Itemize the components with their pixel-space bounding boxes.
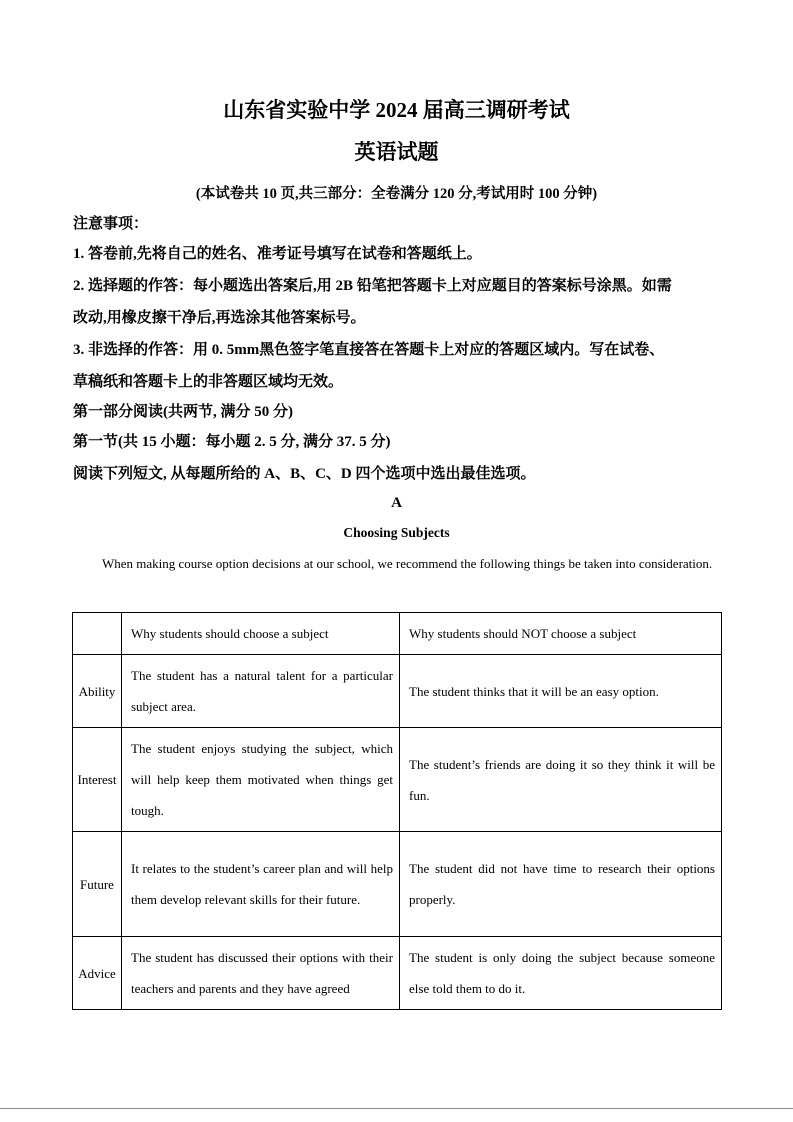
note-item-3-continued: 草稿纸和答题卡上的非答题区域均无效。 <box>73 374 344 390</box>
row-label-future: Future <box>73 832 122 937</box>
reason-choose-ability: The student has a natural talent for a particular subject area. <box>122 655 400 728</box>
table-row <box>73 655 722 728</box>
note-item-2: 2. 选择题的作答：每小题选出答案后,用 2B 铅笔把答题卡上对应题目的答案标号涂黑。如需 <box>73 278 672 294</box>
reading-instruction: 阅读下列短文, 从每题所给的 A、B、C、D 四个选项中选出最佳选项。 <box>73 466 536 482</box>
exam-info: (本试卷共 10 页,共三部分：全卷满分 120 分,考试用时 100 分钟) <box>195 186 598 202</box>
subject-title: 英语试题 <box>354 140 439 164</box>
notes-heading: 注意事项： <box>73 216 149 232</box>
header-blank-cell <box>73 613 122 655</box>
section-one-heading: 第一节(共 15 小题：每小题 2. 5 分, 满分 37. 5 分) <box>73 434 391 450</box>
passage-letter: A <box>391 495 402 511</box>
reason-choose-future: It relates to the student’s career plan and will help them develop relevant skills for their future. <box>122 832 400 937</box>
reason-not-choose-advice: The student is only doing the subject because someone else told them to do it. <box>400 937 722 1010</box>
subjects-table <box>72 612 722 1010</box>
row-label-interest: Interest <box>73 728 122 832</box>
passage-intro: When making course option decisions at our school, we recommend the following things be taken into consideration. <box>102 556 713 571</box>
table-row <box>73 937 722 1010</box>
note-item-3: 3. 非选择的作答：用 0. 5mm黑色签字笔直接答在答题卡上对应的答题区域内。写在试卷、 <box>73 342 665 358</box>
note-item-1: 1. 答卷前,先将自己的姓名、准考证号填写在试卷和答题纸上。 <box>73 246 482 262</box>
note-item-2-continued: 改动,用橡皮擦干净后,再选涂其他答案标号。 <box>73 310 366 326</box>
table-header-row <box>73 613 722 655</box>
reason-not-choose-ability: The student thinks that it will be an easy option. <box>400 655 722 728</box>
part-one-heading: 第一部分阅读(共两节, 满分 50 分) <box>73 404 293 420</box>
row-label-ability: Ability <box>73 655 122 728</box>
table-row <box>73 832 722 937</box>
reason-choose-interest: The student enjoys studying the subject, which will help keep them motivated when things get tough. <box>122 728 400 832</box>
school-exam-title: 山东省实验中学 2024 届高三调研考试 <box>223 98 570 122</box>
reason-choose-advice: The student has discussed their options with their teachers and parents and they have agreed <box>122 937 400 1010</box>
table-row <box>73 728 722 832</box>
header-not-choose: Why students should NOT choose a subject <box>400 613 722 655</box>
reason-not-choose-future: The student did not have time to research their options properly. <box>400 832 722 937</box>
reason-not-choose-interest: The student’s friends are doing it so they think it will be fun. <box>400 728 722 832</box>
row-label-advice: Advice <box>73 937 122 1010</box>
page-bottom-divider <box>0 1108 793 1109</box>
header-choose: Why students should choose a subject <box>122 613 400 655</box>
passage-title: Choosing Subjects <box>343 525 450 540</box>
